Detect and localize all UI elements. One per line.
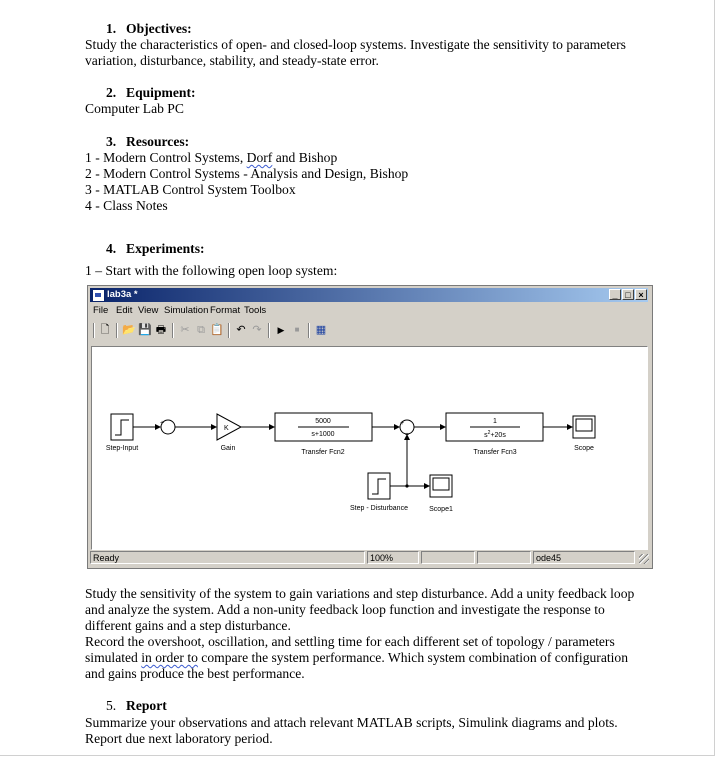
objectives-line-1: Study the characteristics of open- and closed-loop systems. Investigate the sensitivity to parameters bbox=[85, 37, 626, 52]
print-icon[interactable]: 🖶 bbox=[155, 324, 167, 336]
toolbar-separator bbox=[172, 323, 174, 338]
experiments-para-line-2: and analyze the system. Add a non-unity feedback loop function and investigate the response to bbox=[85, 602, 605, 617]
tf2-numerator: 5000 bbox=[315, 418, 331, 425]
tf3-label: Transfer Fcn3 bbox=[473, 449, 517, 456]
simulink-model-icon bbox=[92, 289, 105, 302]
toolbar-separator bbox=[116, 323, 118, 338]
toolbar bbox=[92, 321, 648, 341]
menu-tools[interactable]: Tools bbox=[244, 305, 267, 316]
paste-icon[interactable]: 📋 bbox=[210, 324, 224, 336]
status-ready: Ready bbox=[90, 551, 365, 564]
step-disturbance-label: Step - Disturbance bbox=[350, 505, 408, 512]
save-icon[interactable]: 💾 bbox=[138, 324, 152, 336]
tf3-numerator: 1 bbox=[493, 418, 497, 425]
menu-file[interactable]: File bbox=[93, 305, 109, 316]
arrowhead bbox=[424, 483, 430, 489]
toolbar-separator bbox=[308, 323, 310, 338]
resources-heading: 3. Resources: bbox=[106, 134, 190, 149]
window-titlebar bbox=[90, 288, 648, 302]
model-canvas[interactable] bbox=[91, 346, 648, 550]
arrowhead bbox=[211, 424, 217, 430]
tf2-label: Transfer Fcn2 bbox=[301, 449, 345, 456]
gain-label: Gain bbox=[220, 445, 236, 452]
start-simulation-icon[interactable]: ▶ bbox=[277, 325, 285, 335]
objectives-line-2: variation, disturbance, stability, and steady-state error. bbox=[85, 53, 379, 68]
grammar-check-phrase: in order to bbox=[141, 650, 198, 665]
equipment-heading: 2. Equipment: bbox=[106, 85, 196, 100]
equipment-text: Computer Lab PC bbox=[85, 101, 184, 116]
scope-screen bbox=[576, 419, 592, 431]
stop-simulation-icon[interactable]: ■ bbox=[294, 325, 300, 334]
signal-line bbox=[390, 438, 407, 486]
gain-symbol: K bbox=[224, 425, 229, 432]
arrowhead bbox=[567, 424, 573, 430]
menu-edit[interactable]: Edit bbox=[116, 305, 133, 316]
redo-icon[interactable]: ↷ bbox=[252, 324, 262, 336]
close-button[interactable]: × bbox=[635, 289, 647, 300]
copy-icon[interactable]: ⧉ bbox=[197, 324, 205, 336]
arrowhead bbox=[440, 424, 446, 430]
resize-grip[interactable] bbox=[639, 554, 649, 564]
sum2-plus-sign: + bbox=[400, 420, 405, 427]
scope1-screen bbox=[433, 478, 449, 490]
toolbar-separator bbox=[93, 323, 95, 338]
report-line-2: Report due next laboratory period. bbox=[85, 731, 273, 746]
experiments-para-line-3: different gains and a step disturbance. bbox=[85, 618, 291, 633]
resource-item-3: 3 - MATLAB Control System Toolbox bbox=[85, 182, 296, 197]
experiments-para-line-4: Record the overshoot, oscillation, and settling time for each different set of topology / parameters bbox=[85, 634, 615, 649]
sum2-plus-sign: + bbox=[405, 432, 410, 439]
experiments-para-line-6: and gains produce the best performance. bbox=[85, 666, 305, 681]
spellcheck-word: Dorf bbox=[246, 150, 273, 165]
menu-simulation[interactable]: Simulation bbox=[164, 305, 209, 316]
status-empty bbox=[477, 551, 531, 564]
branch-point bbox=[405, 484, 408, 487]
experiments-intro: 1 – Start with the following open loop system: bbox=[85, 263, 338, 278]
step-input-block[interactable] bbox=[111, 414, 133, 440]
resource-item-2: 2 - Modern Control Systems - Analysis and Design, Bishop bbox=[85, 166, 409, 181]
tf3-denominator: $s^2+20s$ bbox=[484, 430, 506, 439]
resource-item-1: 1 - Modern Control Systems, Dorf and Bishop bbox=[85, 150, 338, 165]
menu-format[interactable]: Format bbox=[210, 305, 241, 316]
step-disturbance-block[interactable] bbox=[368, 473, 390, 499]
window-title: lab3a * bbox=[107, 289, 138, 300]
step-input-label: Step-Input bbox=[105, 445, 139, 452]
status-solver: ode45 bbox=[533, 551, 635, 564]
experiments-heading: 4. Experiments: bbox=[106, 241, 205, 256]
undo-icon[interactable]: ↶ bbox=[236, 324, 246, 336]
step-input-icon bbox=[115, 420, 129, 435]
new-model-icon[interactable]: 🗋 bbox=[100, 324, 110, 336]
maximize-button[interactable]: □ bbox=[622, 289, 634, 300]
report-heading: 5. Report bbox=[106, 698, 167, 713]
library-browser-icon[interactable]: ▦ bbox=[315, 324, 327, 336]
sum1-plus-sign: + bbox=[160, 420, 165, 427]
gain-block[interactable] bbox=[217, 414, 241, 440]
step-disturbance-icon bbox=[372, 479, 386, 494]
toolbar-separator bbox=[268, 323, 270, 338]
block-diagram bbox=[92, 347, 647, 549]
resource-item-4: 4 - Class Notes bbox=[85, 198, 168, 213]
objectives-heading: 1. Objectives: bbox=[106, 21, 192, 36]
experiments-para-line-5: simulated in order to compare the system performance. Which system combination of configuration bbox=[85, 650, 628, 665]
arrowhead bbox=[269, 424, 275, 430]
menu-view[interactable]: View bbox=[138, 305, 159, 316]
cut-icon[interactable]: ✂ bbox=[180, 324, 190, 336]
sum1-minus-sign: - bbox=[166, 431, 169, 438]
open-folder-icon[interactable]: 📂 bbox=[122, 324, 136, 336]
scope-label: Scope bbox=[574, 445, 594, 452]
scope1-label: Scope1 bbox=[429, 506, 453, 513]
report-line-1: Summarize your observations and attach relevant MATLAB scripts, Simulink diagrams and plots. bbox=[85, 715, 618, 730]
minimize-button[interactable]: _ bbox=[609, 289, 621, 300]
simulink-window bbox=[87, 285, 653, 569]
experiments-para-line-1: Study the sensitivity of the system to gain variations and step disturbance. Add a unity feedback loop bbox=[85, 586, 635, 601]
statusbar bbox=[90, 550, 650, 566]
status-zoom: 100% bbox=[367, 551, 419, 564]
toolbar-separator bbox=[228, 323, 230, 338]
tf2-denominator: s+1000 bbox=[311, 431, 335, 438]
menubar bbox=[90, 304, 648, 318]
status-empty bbox=[421, 551, 475, 564]
